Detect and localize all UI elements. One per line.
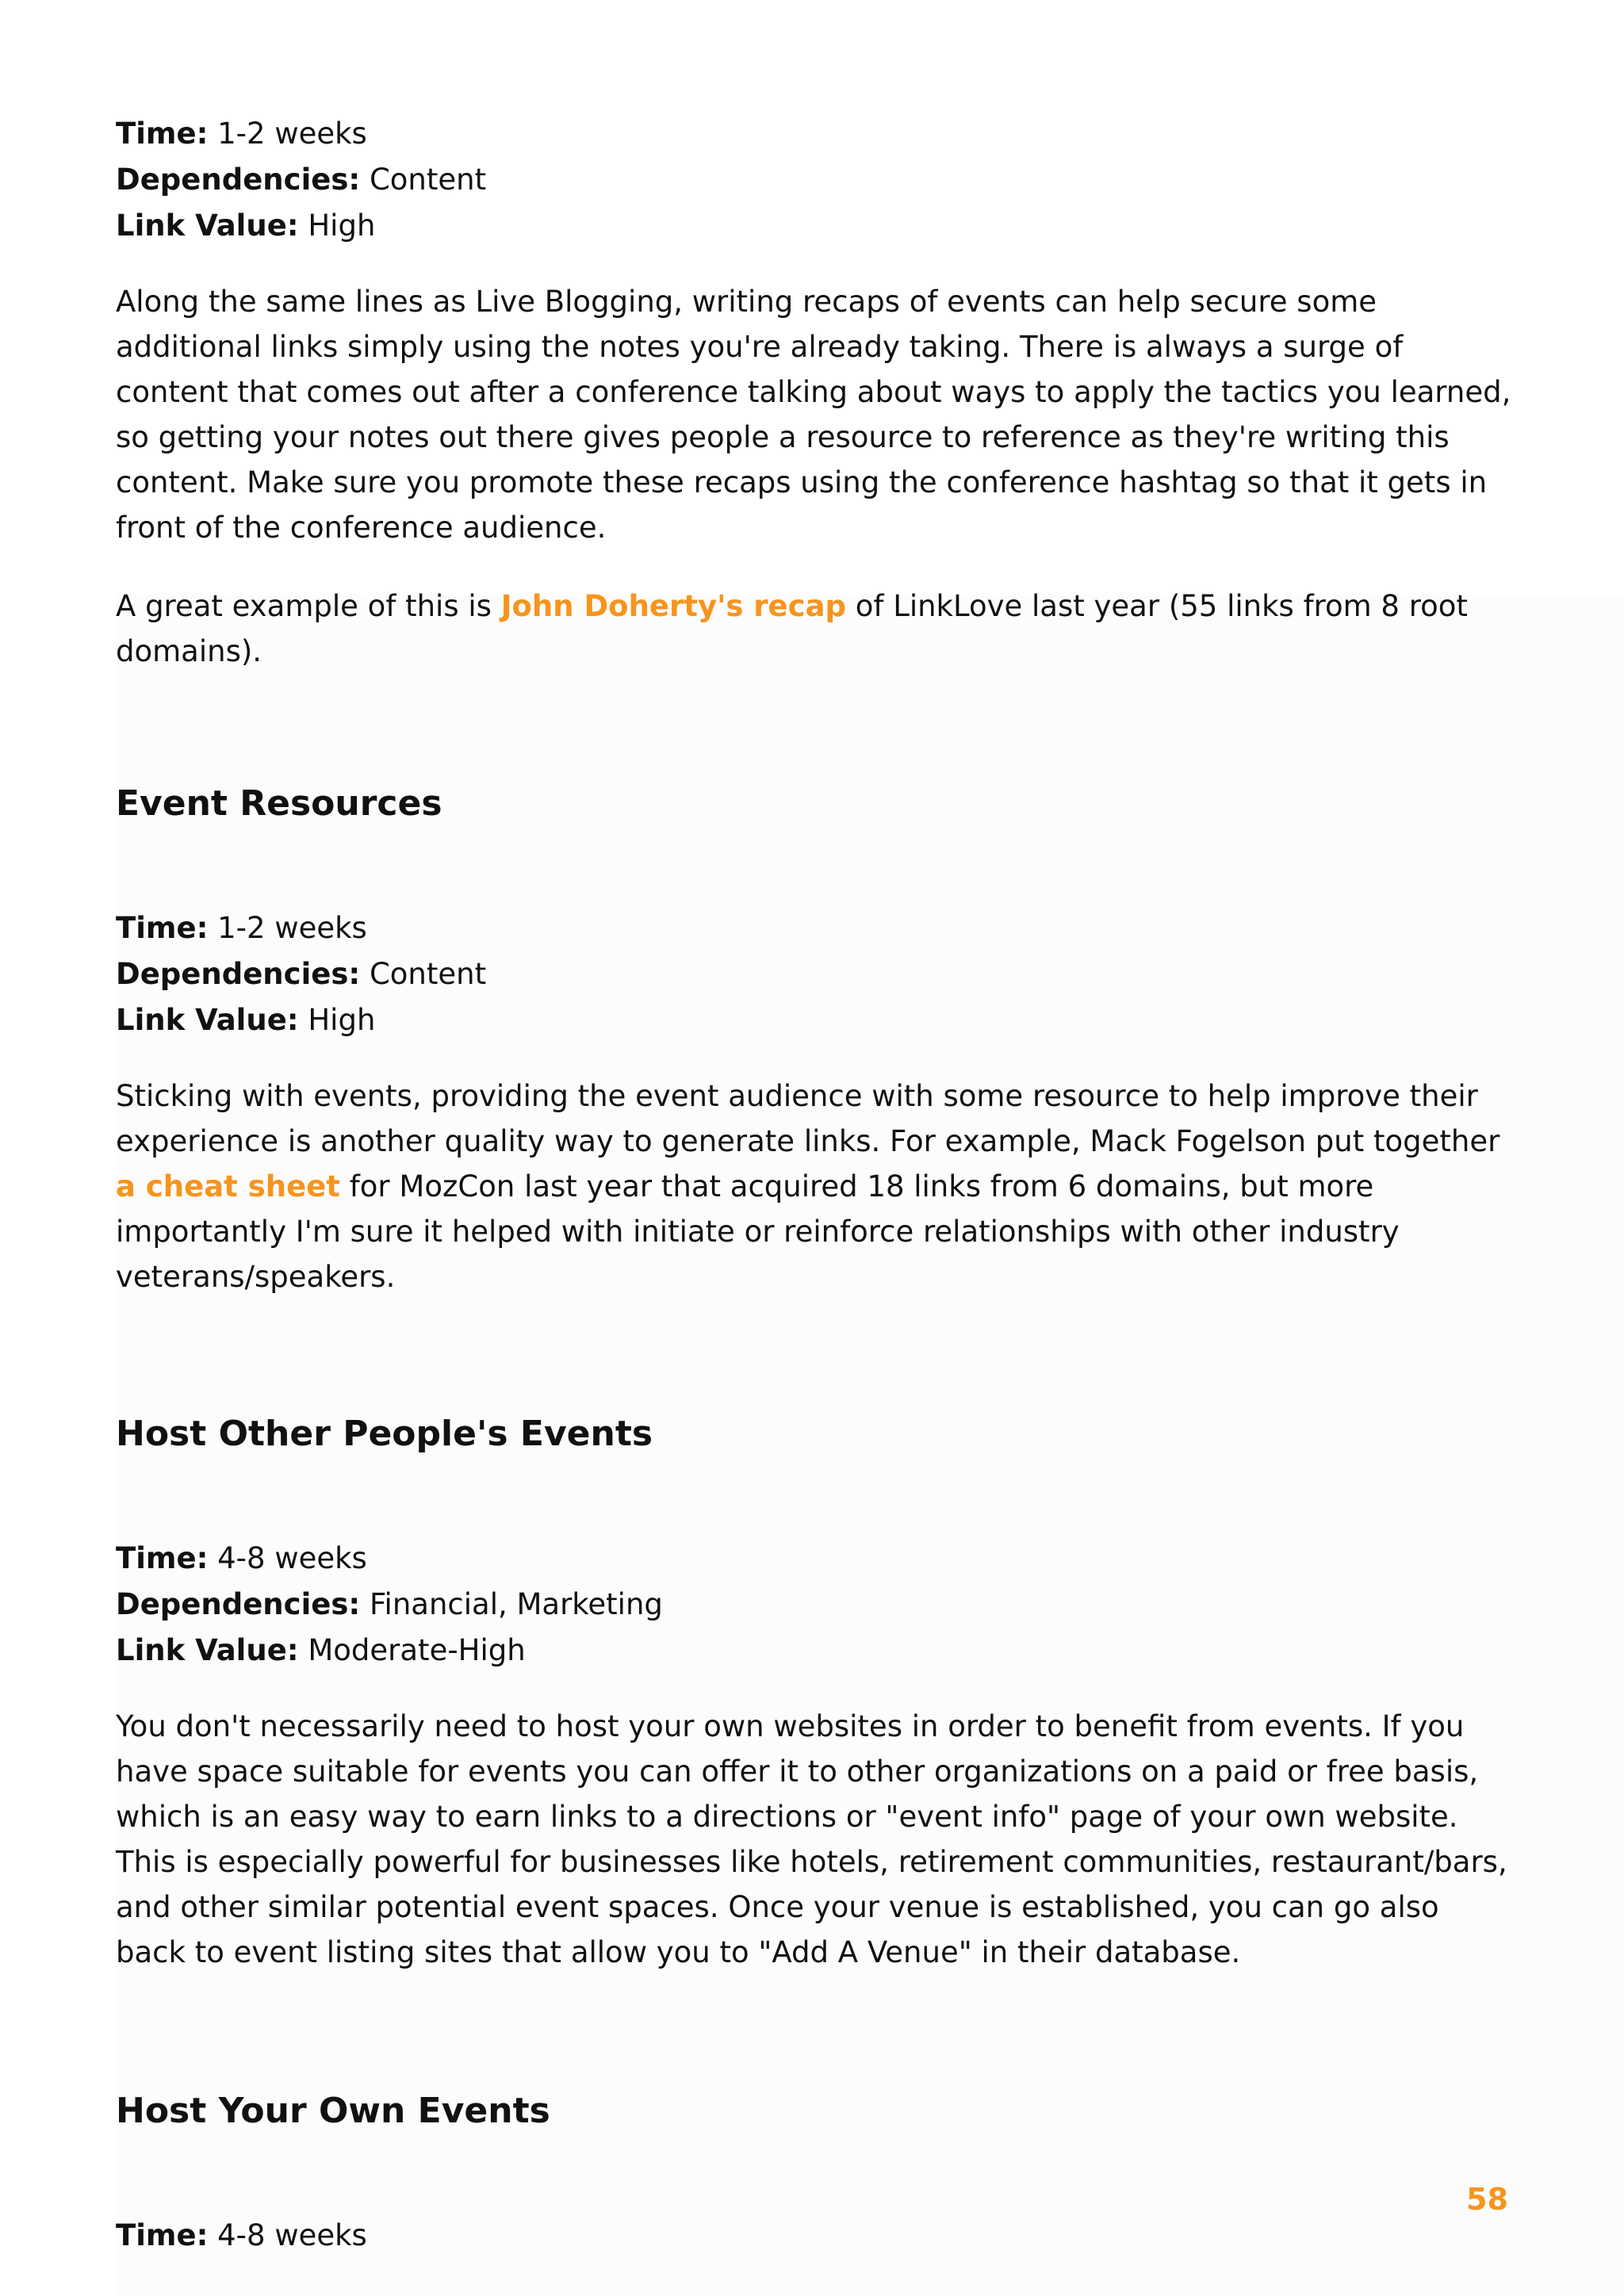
host-other-events-meta — [116, 1536, 1511, 1674]
meta-time: Time: 1-2 weeks — [116, 117, 367, 151]
host-other-events-paragraph: You don't necessarily need to host your own websites in order to benefit from events. If you have space suitable for events you can offer it to other organizations on a paid or free basis, which is an easy way to earn links to a directions or "event info" page of your own website. This is especially powerful for businesses like hotels, retirement communities, restaurant/bars, and other similar potential event spaces. Once your venue is established, you can go also back to event listing sites that allow you to "Add A Venue" in their database. — [116, 1709, 1507, 1969]
meta-dependencies: Dependencies: Content — [116, 163, 487, 197]
page-content — [116, 111, 1511, 2259]
host-own-events-heading: Host Your Own Events — [116, 2091, 550, 2131]
recaps-meta — [116, 111, 1511, 249]
page-number: 58 — [1466, 2182, 1508, 2217]
host-other-events-heading: Host Other People's Events — [116, 1414, 653, 1454]
meta-time: Time: 4-8 weeks — [116, 1541, 367, 1575]
host-own-events-meta — [116, 2213, 1511, 2259]
meta-link-value: Link Value: Moderate-High — [116, 1633, 526, 1667]
meta-dependencies: Dependencies: Financial, Marketing — [116, 1587, 663, 1621]
meta-time: Time: 1-2 weeks — [116, 911, 367, 945]
event-resources-meta — [116, 905, 1511, 1043]
meta-link-value: Link Value: High — [116, 1003, 376, 1037]
event-resources-paragraph: Sticking with events, providing the event audience with some resource to help improve their experience is another quality way to generate links. For example, Mack Fogelson put together a cheat sheet for MozCon last year that acquired 18 links from 6 domains, but more importantly I'm sure it helped with initiate or reinforce relationships with other industry veterans/speakers. — [116, 1079, 1500, 1294]
meta-time: Time: 4-8 weeks — [116, 2218, 367, 2252]
meta-link-value: Link Value: High — [116, 209, 376, 243]
recaps-paragraph: Along the same lines as Live Blogging, writing recaps of events can help secure some additional links simply using the notes you're already taking. There is always a surge of content that comes out after a conference talking about ways to apply the tactics you learned, so getting your notes out there gives people a resource to reference as they're writing this content. Make sure you promote these recaps using the conference hashtag so that it gets in front of the conference audience. — [116, 285, 1511, 545]
john-doherty-recap-link[interactable]: John Doherty's recap — [500, 589, 847, 623]
meta-dependencies: Dependencies: Content — [116, 957, 487, 991]
cheat-sheet-link[interactable]: a cheat sheet — [116, 1169, 340, 1203]
event-resources-heading: Event Resources — [116, 783, 442, 824]
recaps-example-paragraph: A great example of this is John Doherty's recap of LinkLove last year (55 links from 8 root domains). — [116, 589, 1468, 668]
